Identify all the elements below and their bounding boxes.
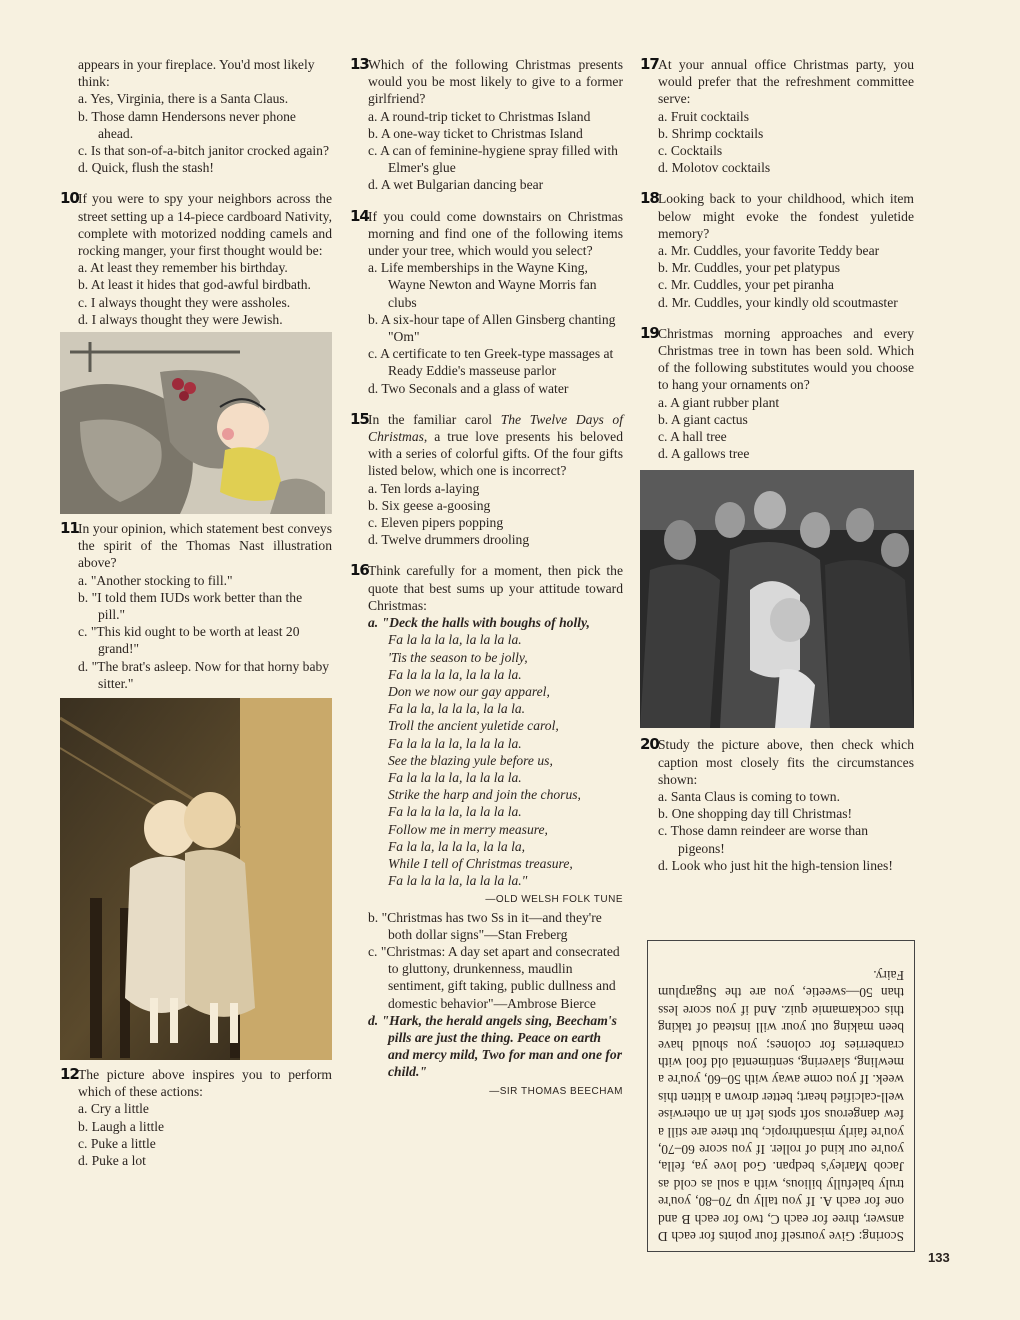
q11-option-a: a. "Another stocking to fill."	[78, 572, 233, 588]
question-12	[60, 1066, 332, 1100]
kissing-children-image	[60, 698, 332, 1060]
verse-line: Strike the harp and join the chorus,	[388, 787, 581, 803]
verse-line: Fa la la la la, la la la la.	[388, 666, 522, 682]
question-16	[350, 562, 623, 614]
verse-line: Fa la la la la, la la la la."	[388, 873, 528, 889]
q18-option-d: d. Mr. Cuddles, your kindly old scoutmaster	[658, 294, 898, 310]
question-17	[640, 56, 914, 108]
question-number: 20	[640, 735, 659, 754]
question-text: The picture above inspires you to perform which of these actions:	[78, 1067, 332, 1100]
q14-option-c: c. A certificate to ten Greek-type massages at Ready Eddie's masseuse parlor	[368, 346, 614, 379]
q12-option-d: d. Puke a lot	[78, 1153, 146, 1169]
q9-continuation: appears in your fireplace. You'd most likely think:	[78, 57, 315, 90]
q10-option-b: b. At least it hides that god-awful birdbath.	[78, 277, 311, 293]
verse-line: Fa la la la la, la la la la.	[388, 735, 522, 751]
question-text: Study the picture above, then check which caption most closely fits the circumstances shown:	[658, 737, 914, 787]
column-3	[640, 56, 914, 874]
q15-option-d: d. Twelve drummers drooling	[368, 532, 530, 548]
verse-line: See the blazing yule before us,	[388, 752, 553, 768]
thomas-nast-illustration	[60, 332, 332, 514]
page-number: 133	[928, 1250, 950, 1265]
carol-title: The Twelve Days of Christmas	[368, 411, 624, 445]
q9-option-a: a. Yes, Virginia, there is a Santa Claus.	[78, 91, 289, 107]
question-15	[350, 411, 623, 480]
verse-line: Fa la la, la la la, la la la.	[388, 701, 526, 717]
verse-line: 'Tis the season to be jolly,	[388, 649, 528, 665]
q12-option-a: a. Cry a little	[78, 1101, 149, 1117]
crowd-photo	[640, 470, 914, 728]
verse-line: While I tell of Christmas treasure,	[388, 855, 573, 871]
verse-line: Fa la la la la, la la la la.	[388, 769, 522, 785]
question-text: In your opinion, which statement best conveys the spirit of the Thomas Nast illustration above?	[78, 521, 332, 571]
question-text-a: In the familiar carol	[368, 411, 501, 427]
q16-option-b: b. "Christmas has two Ss in it—and they're both dollar signs"—Stan Freberg	[368, 909, 602, 942]
question-text: At your annual office Christmas party, you would prefer that the refreshment committee serve:	[658, 57, 914, 107]
question-11	[60, 520, 332, 572]
verse-line: Follow me in merry measure,	[388, 821, 548, 837]
question-text: Christmas morning approaches and every Christmas tree in town has been sold. Which of the following substitutes would you choose to hang your ornaments on?	[658, 325, 914, 393]
q15-option-b: b. Six geese a-goosing	[368, 497, 491, 513]
q19-option-b: b. A giant cactus	[658, 411, 748, 427]
question-text: If you were to spy your neighbors across the street setting up a 14-piece cardboard Nativity, complete with motorized nodding camels and rocking manger, your first thought would be:	[78, 191, 332, 259]
question-number: 11	[60, 519, 79, 538]
q18-option-a: a. Mr. Cuddles, your favorite Teddy bear	[658, 243, 880, 259]
quote-attribution: —OLD WELSH FOLK TUNE	[485, 894, 623, 906]
q18-option-b: b. Mr. Cuddles, your pet platypus	[658, 260, 840, 276]
question-number: 16	[350, 561, 369, 580]
verse-line: Troll the ancient yuletide carol,	[388, 718, 559, 734]
q20-option-d: d. Look who just hit the high-tension lines!	[658, 857, 893, 873]
verse-line: Fa la la la la, la la la la.	[388, 632, 522, 648]
q15-option-a: a. Ten lords a-laying	[368, 480, 480, 496]
q15-option-c: c. Eleven pipers popping	[368, 515, 504, 531]
question-20	[640, 736, 914, 788]
q11-option-b: b. "I told them IUDs work better than the pill."	[78, 589, 303, 623]
q12-option-c: c. Puke a little	[78, 1135, 156, 1151]
question-text: Which of the following Christmas presents would you be most likely to give to a former girlfriend?	[368, 57, 623, 107]
question-number: 10	[60, 189, 79, 208]
q14-option-b: b. A six-hour tape of Allen Ginsberg chanting "Om"	[368, 311, 616, 345]
q13-option-b: b. A one-way ticket to Christmas Island	[368, 125, 583, 141]
column-1	[60, 56, 332, 1169]
q10-option-d: d. I always thought they were Jewish.	[78, 311, 283, 327]
q9-option-b: b. Those damn Hendersons never phone ahead.	[78, 108, 296, 141]
q16-option-c: c. "Christmas: A day set apart and consecrated to gluttony, drunkenness, maudlin sentiment, gift taking, public dullness and domestic behavior"—Ambrose Bierce	[368, 943, 620, 1011]
q20-option-b: b. One shopping day till Christmas!	[658, 806, 853, 822]
q16-option-a: a. "Deck the halls with boughs of holly,	[368, 615, 590, 631]
q10-option-a: a. At least they remember his birthday.	[78, 260, 288, 276]
scoring-box	[647, 940, 915, 1252]
q16-option-d: d. "Hark, the herald angels sing, Beecham's pills are just the thing. Peace on earth and mercy mild, Two for man and one for child."	[368, 1012, 622, 1080]
question-text: Think carefully for a moment, then pick the quote that best sums up your attitude toward Christmas:	[368, 563, 623, 613]
q11-option-d: d. "The brat's asleep. Now for that horny baby sitter."	[78, 658, 330, 691]
q13-option-a: a. A round-trip ticket to Christmas Island	[368, 108, 591, 124]
q17-option-d: d. Molotov cocktails	[658, 160, 771, 176]
question-18	[640, 190, 914, 242]
q11-option-c: c. "This kid ought to be worth at least 20 grand!"	[78, 624, 300, 657]
question-number: 18	[640, 189, 659, 208]
question-14	[350, 208, 623, 260]
question-13	[350, 56, 623, 108]
q9-option-c: c. Is that son-of-a-bitch janitor crocked again?	[78, 143, 329, 159]
question-number: 13	[350, 55, 369, 73]
q14-option-d: d. Two Seconals and a glass of water	[368, 380, 569, 396]
question-text-b: , a true love presents his beloved with a series of colorful gifts. Of the four gifts listed below, which one is incorrect?	[368, 429, 623, 479]
verse-line: Fa la la, la la la, la la la,	[388, 838, 526, 854]
quote-attribution: —SIR THOMAS BEECHAM	[489, 1085, 623, 1097]
kissing-children-photo	[60, 698, 332, 1060]
crowd-image	[640, 470, 914, 728]
question-number: 14	[350, 206, 369, 225]
question-number: 15	[350, 409, 369, 428]
q10-option-c: c. I always thought they were assholes.	[78, 294, 291, 310]
question-10	[60, 190, 332, 259]
q17-option-a: a. Fruit cocktails	[658, 108, 749, 124]
q19-option-d: d. A gallows tree	[658, 446, 750, 462]
q9-option-d: d. Quick, flush the stash!	[78, 160, 214, 176]
question-19	[640, 325, 914, 394]
verse-line: Fa la la la la, la la la la.	[388, 804, 522, 820]
q20-option-a: a. Santa Claus is coming to town.	[658, 789, 840, 805]
question-text: If you could come downstairs on Christmas morning and find one of the following items under your tree, which would you select?	[368, 208, 623, 259]
q12-option-b: b. Laugh a little	[78, 1118, 165, 1134]
q18-option-c: c. Mr. Cuddles, your pet piranha	[658, 277, 834, 293]
q20-option-c: c. Those damn reindeer are worse than pigeons!	[658, 823, 868, 856]
q14-option-a: a. Life memberships in the Wayne King, Wayne Newton and Wayne Morris fan clubs	[368, 260, 597, 310]
q19-option-c: c. A hall tree	[658, 429, 727, 445]
question-number: 17	[640, 55, 659, 73]
q13-option-d: d. A wet Bulgarian dancing bear	[368, 177, 544, 193]
santa-baby-drawing	[60, 332, 332, 514]
question-number: 19	[640, 323, 659, 342]
question-text: Looking back to your childhood, which item below might evoke the fondest yuletide memory?	[658, 191, 914, 241]
verse-line: Don we now our gay apparel,	[388, 683, 550, 699]
carol-verse	[350, 631, 623, 889]
column-2	[350, 56, 623, 1100]
scoring-text: Scoring: Give yourself four points for each D answer, three for each C, two for each B and one for each A. If you tally up 70–80, you're truly balefully bilious, with a soul as cold as Jacob Marley's bedpan. God love ya, fella, you're our kind of roller. If you score 60–70, you're fairly misanthropic, but there are still a few dangerous soft spots left in an otherwise well-calcified heart; better drown a kitten this week. If you come away with 50–60, you're a mewling, slavering, sentimental old fool with cranberries for colones; you should have been making out your will instead of taking this cockamamie quiz. And if you score less than 50—sweetie, you are the Sugarplum Fairy.	[658, 967, 904, 1244]
q17-option-c: c. Cocktails	[658, 143, 723, 159]
q13-option-c: c. A can of feminine-hygiene spray filled with Elmer's glue	[368, 143, 618, 176]
question-number: 12	[60, 1065, 79, 1084]
q17-option-b: b. Shrimp cocktails	[658, 125, 764, 141]
q19-option-a: a. A giant rubber plant	[658, 394, 780, 410]
